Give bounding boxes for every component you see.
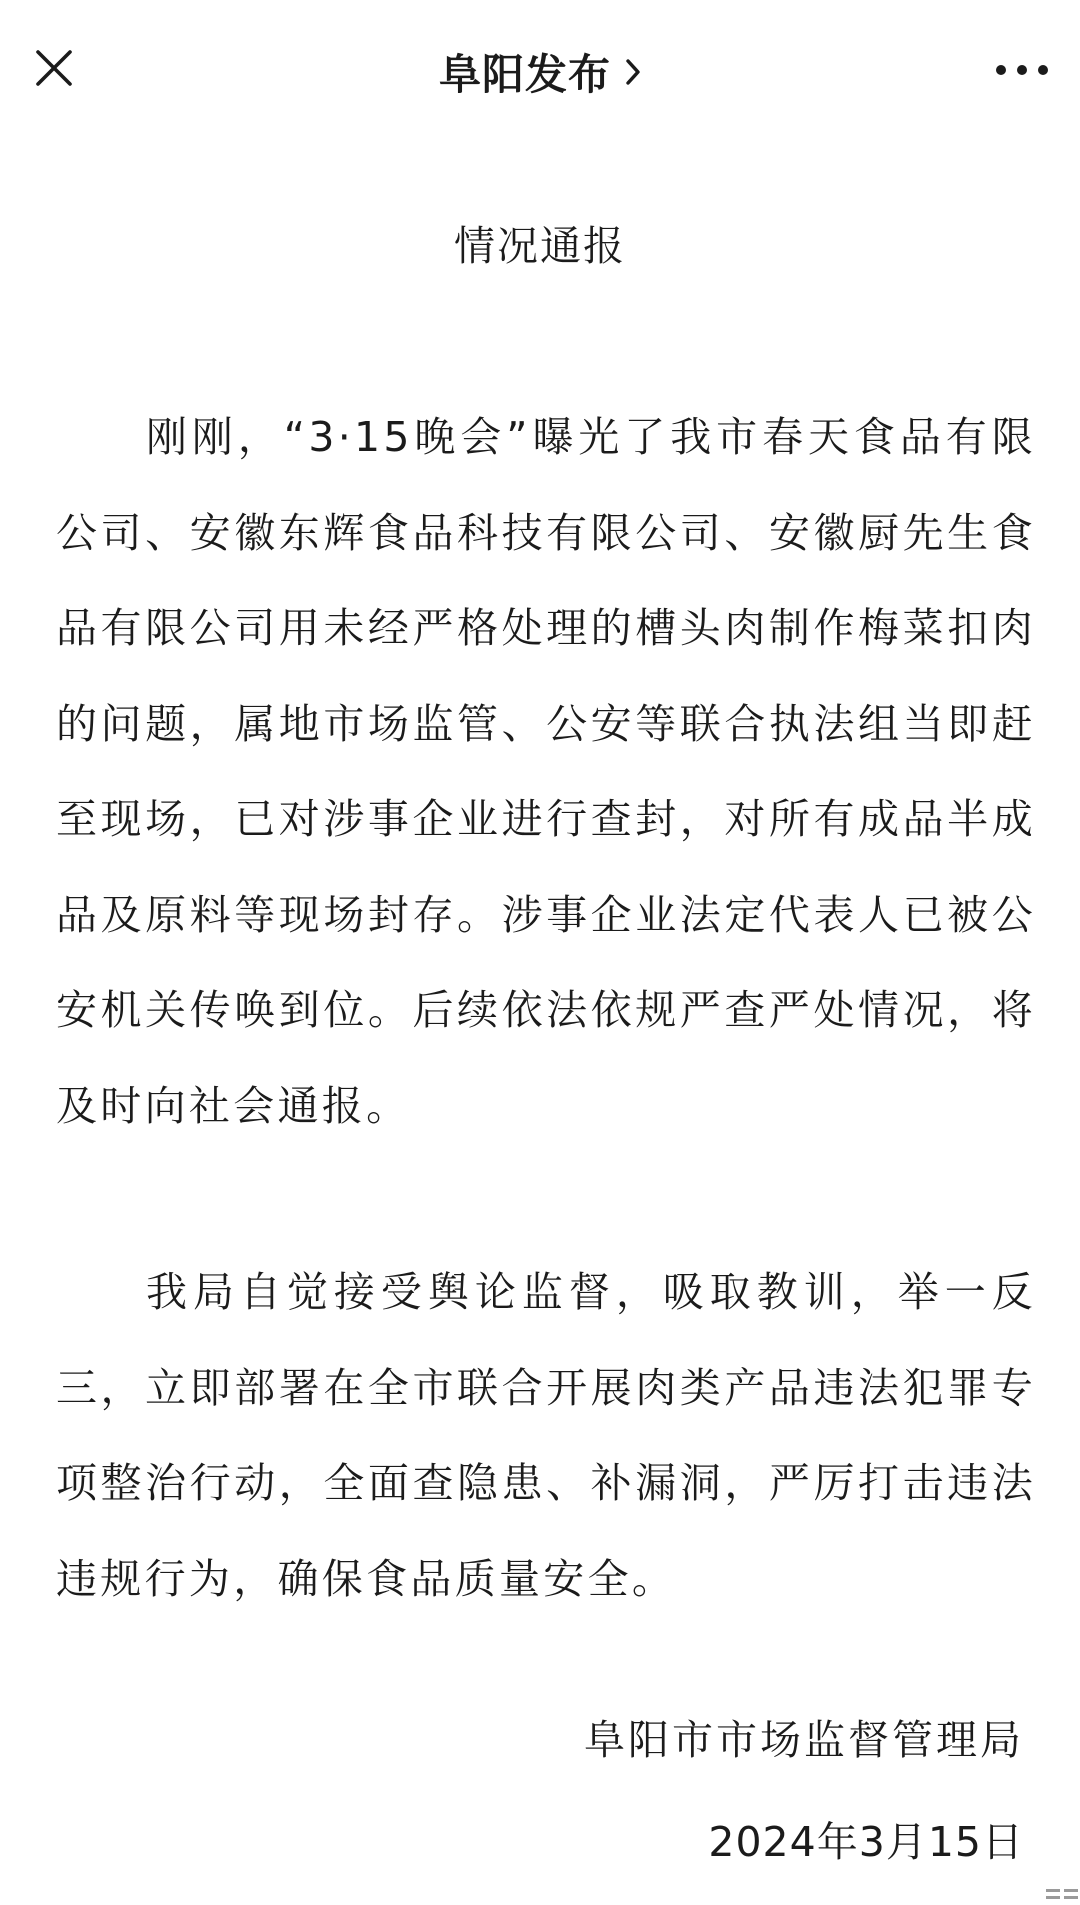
document-title: 情况通报 <box>454 222 626 270</box>
account-title-link[interactable] <box>0 42 1080 102</box>
more-icon <box>995 64 1049 76</box>
chevron-right-icon <box>625 58 641 86</box>
body-paragraph-2: 我局自觉接受舆论监督，吸取教训，举一反三，立即部署在全市联合开展肉类产品违法犯罪专项整治行动，全面查隐患、补漏洞，严厉打击违法违规行为，确保食品质量安全。 <box>56 1268 1036 1603</box>
body-paragraph-1: 刚刚，“3·15晚会”曝光了我市春天食品有限公司、安徽东辉食品科技有限公司、安徽厨先生食品有限公司用未经严格处理的槽头肉制作梅菜扣肉的问题，属地市场监管、公安等联合执法组当即赶至现场，已对涉事企业进行查封，对所有成品半成品及原料等现场封存。涉事企业法定代表人已被公安机关传唤到位。后续依法依规严查严处情况，将及时向社会通报。 <box>56 413 1036 1130</box>
more-options-button[interactable] <box>986 48 1058 92</box>
account-name: 阜阳发布 <box>438 50 611 99</box>
signature-date: 2024年3月15日 <box>708 1818 1024 1866</box>
top-navigation-bar <box>0 0 1080 150</box>
watermark-graphic <box>1044 1883 1080 1905</box>
signature-organization: 阜阳市市场监督管理局 <box>584 1716 1024 1764</box>
